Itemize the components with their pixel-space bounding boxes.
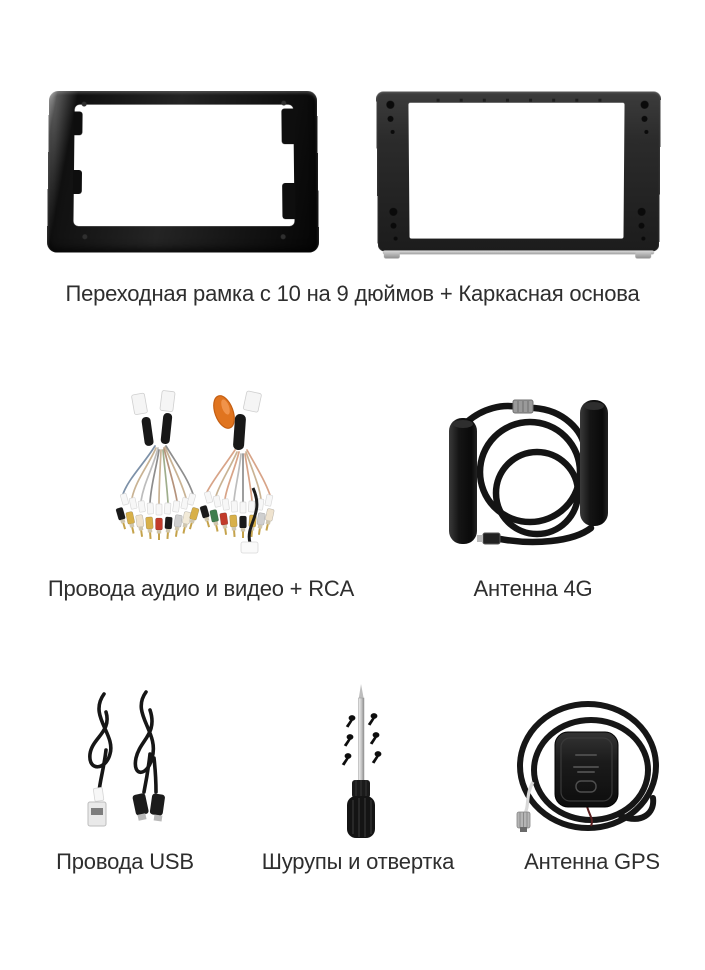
rca-plug bbox=[255, 513, 265, 536]
frame-tick-marks bbox=[416, 99, 616, 102]
rca-plug bbox=[220, 513, 230, 536]
frames-caption: Переходная рамка с 10 на 9 дюймов + Каркасная основа bbox=[65, 281, 640, 306]
rca-plug bbox=[172, 515, 182, 538]
screw bbox=[372, 751, 382, 764]
rca-plug bbox=[180, 511, 191, 534]
rca-plug bbox=[116, 507, 129, 530]
screw-hole bbox=[281, 234, 286, 239]
frame-notch bbox=[73, 170, 82, 194]
usb-wires-photo bbox=[66, 688, 188, 828]
gps-red-wire bbox=[587, 806, 592, 826]
metal-foot bbox=[384, 251, 400, 258]
antenna-bar-left bbox=[449, 418, 477, 544]
metal-foot bbox=[635, 251, 651, 258]
gps-module bbox=[555, 732, 618, 807]
left-wire-harness bbox=[116, 390, 200, 540]
antenna-bar-right bbox=[580, 400, 608, 526]
connector-tip bbox=[477, 535, 483, 542]
orange-connector bbox=[210, 393, 239, 431]
frame-notch bbox=[73, 112, 82, 136]
audio-video-rca-wires-photo bbox=[103, 390, 299, 570]
bottom-metal-rail bbox=[383, 250, 654, 254]
rca-plug bbox=[200, 505, 213, 528]
frame-tab bbox=[282, 183, 295, 219]
screws-caption: Шурупы и отвертка bbox=[261, 849, 455, 874]
screw bbox=[342, 753, 352, 766]
rca-plug bbox=[156, 518, 163, 540]
rca-plug bbox=[136, 515, 146, 538]
rca-plug bbox=[240, 516, 247, 538]
white-connector bbox=[241, 542, 258, 553]
usb-plug bbox=[132, 793, 149, 821]
antenna-connector-small bbox=[483, 533, 500, 544]
screw bbox=[370, 732, 380, 745]
screw-hole bbox=[281, 101, 286, 106]
rca-wires-caption: Провода аудио и видео + RCA bbox=[47, 576, 355, 601]
screw-hole-cluster bbox=[638, 208, 646, 216]
rca-plug bbox=[230, 515, 239, 537]
screw-hole bbox=[82, 102, 87, 107]
carcass-base-photo bbox=[376, 92, 661, 252]
antenna-4g-photo bbox=[433, 390, 653, 570]
screwdriver bbox=[347, 684, 375, 838]
rca-plug bbox=[146, 517, 155, 539]
antenna-gps-photo bbox=[503, 688, 671, 833]
screw-hole bbox=[82, 234, 87, 239]
frame-tab bbox=[281, 108, 294, 144]
rca-plug bbox=[126, 511, 137, 534]
usb-pin-connector bbox=[93, 787, 104, 801]
screw bbox=[346, 715, 356, 728]
antenna-4g-caption: Антенна 4G bbox=[473, 576, 593, 601]
sma-connector bbox=[517, 812, 530, 832]
antenna-gps-caption: Антенна GPS bbox=[524, 849, 660, 874]
antenna-cable-coil bbox=[467, 406, 591, 542]
screw bbox=[368, 713, 378, 726]
screw-hole-cluster bbox=[641, 101, 649, 109]
carcass-cutout bbox=[408, 103, 624, 239]
usb-cables bbox=[90, 692, 156, 792]
screw-hole-cluster bbox=[389, 208, 397, 216]
adapter-frame-cutout bbox=[73, 105, 294, 227]
screws-screwdriver-photo bbox=[300, 682, 418, 838]
usb-wires-caption: Провода USB bbox=[56, 849, 194, 874]
rca-plug bbox=[210, 509, 221, 532]
adapter-frame-photo bbox=[47, 91, 319, 253]
right-wire-harness bbox=[200, 391, 275, 553]
usb-plug bbox=[150, 793, 166, 821]
rca-plug bbox=[164, 517, 173, 539]
screw bbox=[344, 734, 354, 747]
screw-hole-cluster bbox=[386, 101, 394, 109]
